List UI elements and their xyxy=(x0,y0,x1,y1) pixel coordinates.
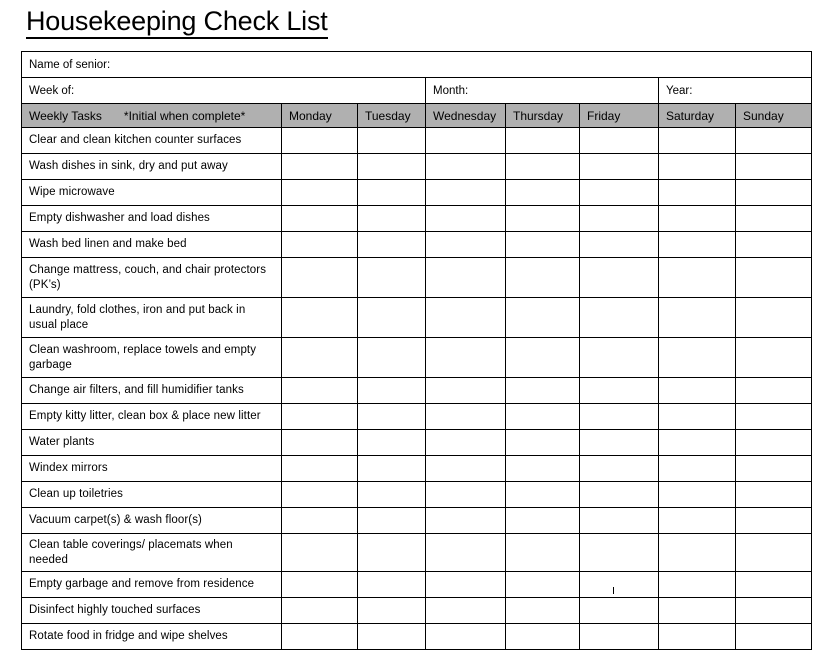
checkbox-cell-sunday[interactable] xyxy=(736,180,812,206)
checkbox-cell-friday[interactable] xyxy=(580,232,659,258)
header-day-saturday: Saturday xyxy=(659,104,736,128)
checkbox-cell-thursday[interactable] xyxy=(506,404,580,430)
checkbox-cell-monday[interactable] xyxy=(282,508,358,534)
checkbox-cell-tuesday[interactable] xyxy=(358,508,426,534)
checkbox-cell-saturday[interactable] xyxy=(659,456,736,482)
checkbox-cell-monday[interactable] xyxy=(282,298,358,338)
checkbox-cell-saturday[interactable] xyxy=(659,232,736,258)
checkbox-cell-sunday[interactable] xyxy=(736,298,812,338)
checkbox-cell-friday[interactable] xyxy=(580,430,659,456)
checkbox-cell-tuesday[interactable] xyxy=(358,128,426,154)
checkbox-cell-wednesday[interactable] xyxy=(426,456,506,482)
table-row xyxy=(22,598,812,624)
checkbox-cell-thursday[interactable] xyxy=(506,298,580,338)
checkbox-cell-friday[interactable] xyxy=(580,572,659,598)
checkbox-cell-friday[interactable] xyxy=(580,180,659,206)
task-label: Rotate food in fridge and wipe shelves xyxy=(22,624,282,650)
checkbox-cell-saturday[interactable] xyxy=(659,154,736,180)
header-day-tuesday: Tuesday xyxy=(358,104,426,128)
checkbox-cell-thursday[interactable] xyxy=(506,258,580,298)
task-label: Disinfect highly touched surfaces xyxy=(22,598,282,624)
checkbox-cell-wednesday[interactable] xyxy=(426,598,506,624)
checkbox-cell-wednesday[interactable] xyxy=(426,378,506,404)
checkbox-cell-sunday[interactable] xyxy=(736,258,812,298)
housekeeping-checklist-table xyxy=(21,51,812,650)
table-row xyxy=(22,624,812,650)
checkbox-cell-saturday[interactable] xyxy=(659,624,736,650)
checkbox-cell-friday[interactable] xyxy=(580,128,659,154)
checkbox-cell-friday[interactable] xyxy=(580,206,659,232)
task-label: Change mattress, couch, and chair protectors (PK’s) xyxy=(22,258,282,298)
checkbox-cell-monday[interactable] xyxy=(282,430,358,456)
header-weekly-tasks-label: Weekly Tasks xyxy=(29,108,102,123)
checkbox-cell-sunday[interactable] xyxy=(736,534,812,572)
checkbox-cell-saturday[interactable] xyxy=(659,482,736,508)
checkbox-cell-sunday[interactable] xyxy=(736,430,812,456)
checkbox-cell-wednesday[interactable] xyxy=(426,154,506,180)
task-label: Empty garbage and remove from residence xyxy=(22,572,282,598)
checkbox-cell-wednesday[interactable] xyxy=(426,482,506,508)
checkbox-cell-monday[interactable] xyxy=(282,258,358,298)
task-label: Vacuum carpet(s) & wash floor(s) xyxy=(22,508,282,534)
checkbox-cell-saturday[interactable] xyxy=(659,378,736,404)
table-row xyxy=(22,430,812,456)
checkbox-cell-sunday[interactable] xyxy=(736,128,812,154)
task-label: Wipe microwave xyxy=(22,180,282,206)
table-row xyxy=(22,154,812,180)
checkbox-cell-tuesday[interactable] xyxy=(358,378,426,404)
checkbox-cell-saturday[interactable] xyxy=(659,572,736,598)
checkbox-cell-tuesday[interactable] xyxy=(358,258,426,298)
task-label: Clean table coverings/ placemats when needed xyxy=(22,534,282,572)
checkbox-cell-monday[interactable] xyxy=(282,482,358,508)
checkbox-cell-monday[interactable] xyxy=(282,534,358,572)
checkbox-cell-friday[interactable] xyxy=(580,482,659,508)
checkbox-cell-friday[interactable] xyxy=(580,338,659,378)
checkbox-cell-friday[interactable] xyxy=(580,508,659,534)
checkbox-cell-friday[interactable] xyxy=(580,154,659,180)
checkbox-cell-wednesday[interactable] xyxy=(426,508,506,534)
table-row xyxy=(22,404,812,430)
checkbox-cell-friday[interactable] xyxy=(580,456,659,482)
checkbox-cell-monday[interactable] xyxy=(282,128,358,154)
task-label: Change air filters, and fill humidifier tanks xyxy=(22,378,282,404)
task-label: Water plants xyxy=(22,430,282,456)
name-of-senior-cell[interactable]: Name of senior: xyxy=(22,52,812,78)
task-label: Clear and clean kitchen counter surfaces xyxy=(22,128,282,154)
checkbox-cell-sunday[interactable] xyxy=(736,154,812,180)
checkbox-cell-tuesday[interactable] xyxy=(358,232,426,258)
header-day-thursday: Thursday xyxy=(506,104,580,128)
checkbox-cell-tuesday[interactable] xyxy=(358,482,426,508)
checkbox-cell-thursday[interactable] xyxy=(506,624,580,650)
header-day-sunday: Sunday xyxy=(736,104,812,128)
week-month-year-row xyxy=(22,78,812,104)
table-row xyxy=(22,298,812,338)
checkbox-cell-wednesday[interactable] xyxy=(426,430,506,456)
checkbox-cell-wednesday[interactable] xyxy=(426,206,506,232)
checkbox-cell-friday[interactable] xyxy=(580,598,659,624)
table-row xyxy=(22,572,812,598)
checkbox-cell-friday[interactable] xyxy=(580,298,659,338)
checkbox-cell-tuesday[interactable] xyxy=(358,572,426,598)
checkbox-cell-saturday[interactable] xyxy=(659,128,736,154)
checkbox-cell-thursday[interactable] xyxy=(506,206,580,232)
month-cell[interactable]: Month: xyxy=(426,78,659,104)
checkbox-cell-thursday[interactable] xyxy=(506,430,580,456)
checkbox-cell-monday[interactable] xyxy=(282,404,358,430)
checkbox-cell-monday[interactable] xyxy=(282,598,358,624)
checkbox-cell-wednesday[interactable] xyxy=(426,232,506,258)
checkbox-cell-sunday[interactable] xyxy=(736,338,812,378)
header-day-wednesday: Wednesday xyxy=(426,104,506,128)
column-header-row xyxy=(22,104,812,128)
task-label: Empty dishwasher and load dishes xyxy=(22,206,282,232)
table-row xyxy=(22,232,812,258)
table-row xyxy=(22,128,812,154)
table-row xyxy=(22,338,812,378)
checkbox-cell-tuesday[interactable] xyxy=(358,206,426,232)
checkbox-cell-thursday[interactable] xyxy=(506,180,580,206)
checkbox-cell-tuesday[interactable] xyxy=(358,298,426,338)
checkbox-cell-thursday[interactable] xyxy=(506,338,580,378)
checkbox-cell-friday[interactable] xyxy=(580,534,659,572)
header-initial-note: *Initial when complete* xyxy=(123,108,246,123)
checkbox-cell-thursday[interactable] xyxy=(506,154,580,180)
table-row xyxy=(22,258,812,298)
checkbox-cell-thursday[interactable] xyxy=(506,598,580,624)
checkbox-cell-tuesday[interactable] xyxy=(358,154,426,180)
checkbox-cell-saturday[interactable] xyxy=(659,338,736,378)
checkbox-cell-monday[interactable] xyxy=(282,378,358,404)
checkbox-cell-sunday[interactable] xyxy=(736,624,812,650)
checkbox-cell-thursday[interactable] xyxy=(506,508,580,534)
checkbox-cell-wednesday[interactable] xyxy=(426,128,506,154)
checkbox-cell-monday[interactable] xyxy=(282,456,358,482)
table-row xyxy=(22,206,812,232)
checkbox-cell-wednesday[interactable] xyxy=(426,258,506,298)
task-label: Windex mirrors xyxy=(22,456,282,482)
checkbox-cell-sunday[interactable] xyxy=(736,456,812,482)
checkbox-cell-saturday[interactable] xyxy=(659,430,736,456)
task-label: Wash dishes in sink, dry and put away xyxy=(22,154,282,180)
checkbox-cell-saturday[interactable] xyxy=(659,598,736,624)
checkbox-cell-saturday[interactable] xyxy=(659,534,736,572)
checkbox-cell-thursday[interactable] xyxy=(506,482,580,508)
checkbox-cell-sunday[interactable] xyxy=(736,508,812,534)
checkbox-cell-monday[interactable] xyxy=(282,154,358,180)
checkbox-cell-wednesday[interactable] xyxy=(426,404,506,430)
checkbox-cell-wednesday[interactable] xyxy=(426,534,506,572)
checkbox-cell-sunday[interactable] xyxy=(736,378,812,404)
table-row xyxy=(22,456,812,482)
checkbox-cell-tuesday[interactable] xyxy=(358,534,426,572)
checkbox-cell-saturday[interactable] xyxy=(659,258,736,298)
task-label: Wash bed linen and make bed xyxy=(22,232,282,258)
table-row xyxy=(22,378,812,404)
checkbox-cell-thursday[interactable] xyxy=(506,378,580,404)
header-day-monday: Monday xyxy=(282,104,358,128)
task-label: Clean up toiletries xyxy=(22,482,282,508)
checkbox-cell-sunday[interactable] xyxy=(736,572,812,598)
checkbox-cell-wednesday[interactable] xyxy=(426,338,506,378)
checkbox-cell-saturday[interactable] xyxy=(659,298,736,338)
checkbox-cell-thursday[interactable] xyxy=(506,534,580,572)
checkbox-cell-monday[interactable] xyxy=(282,232,358,258)
table-row xyxy=(22,482,812,508)
checkbox-cell-saturday[interactable] xyxy=(659,508,736,534)
task-label: Laundry, fold clothes, iron and put back in usual place xyxy=(22,298,282,338)
checkbox-cell-sunday[interactable] xyxy=(736,404,812,430)
checkbox-cell-monday[interactable] xyxy=(282,624,358,650)
checkbox-cell-monday[interactable] xyxy=(282,180,358,206)
checkbox-cell-sunday[interactable] xyxy=(736,598,812,624)
checkbox-cell-tuesday[interactable] xyxy=(358,338,426,378)
checkbox-cell-wednesday[interactable] xyxy=(426,572,506,598)
checkbox-cell-sunday[interactable] xyxy=(736,232,812,258)
checkbox-cell-wednesday[interactable] xyxy=(426,180,506,206)
task-label: Clean washroom, replace towels and empty garbage xyxy=(22,338,282,378)
checkbox-cell-saturday[interactable] xyxy=(659,206,736,232)
table-row xyxy=(22,508,812,534)
checkbox-cell-friday[interactable] xyxy=(580,258,659,298)
checkbox-cell-saturday[interactable] xyxy=(659,404,736,430)
checkbox-cell-tuesday[interactable] xyxy=(358,180,426,206)
checkbox-cell-monday[interactable] xyxy=(282,338,358,378)
checkbox-cell-tuesday[interactable] xyxy=(358,404,426,430)
task-label: Empty kitty litter, clean box & place new litter xyxy=(22,404,282,430)
checkbox-cell-thursday[interactable] xyxy=(506,456,580,482)
checkbox-cell-friday[interactable] xyxy=(580,624,659,650)
checkbox-cell-tuesday[interactable] xyxy=(358,624,426,650)
checkbox-cell-monday[interactable] xyxy=(282,206,358,232)
page-title: Housekeeping Check List xyxy=(26,6,328,39)
checkbox-cell-tuesday[interactable] xyxy=(358,456,426,482)
checkbox-cell-sunday[interactable] xyxy=(736,482,812,508)
table-row xyxy=(22,180,812,206)
header-weekly-tasks xyxy=(22,104,282,128)
checkbox-cell-thursday[interactable] xyxy=(506,232,580,258)
checkbox-cell-monday[interactable] xyxy=(282,572,358,598)
checkbox-cell-friday[interactable] xyxy=(580,404,659,430)
checkbox-cell-wednesday[interactable] xyxy=(426,624,506,650)
checkbox-cell-wednesday[interactable] xyxy=(426,298,506,338)
year-cell[interactable]: Year: xyxy=(659,78,812,104)
text-cursor-artifact xyxy=(613,587,614,594)
table-row xyxy=(22,534,812,572)
checkbox-cell-tuesday[interactable] xyxy=(358,598,426,624)
checkbox-cell-thursday[interactable] xyxy=(506,128,580,154)
header-day-friday: Friday xyxy=(580,104,659,128)
week-of-cell[interactable]: Week of: xyxy=(22,78,426,104)
checkbox-cell-friday[interactable] xyxy=(580,378,659,404)
name-of-senior-row xyxy=(22,52,812,78)
checkbox-cell-thursday[interactable] xyxy=(506,572,580,598)
checkbox-cell-tuesday[interactable] xyxy=(358,430,426,456)
checkbox-cell-saturday[interactable] xyxy=(659,180,736,206)
checkbox-cell-sunday[interactable] xyxy=(736,206,812,232)
